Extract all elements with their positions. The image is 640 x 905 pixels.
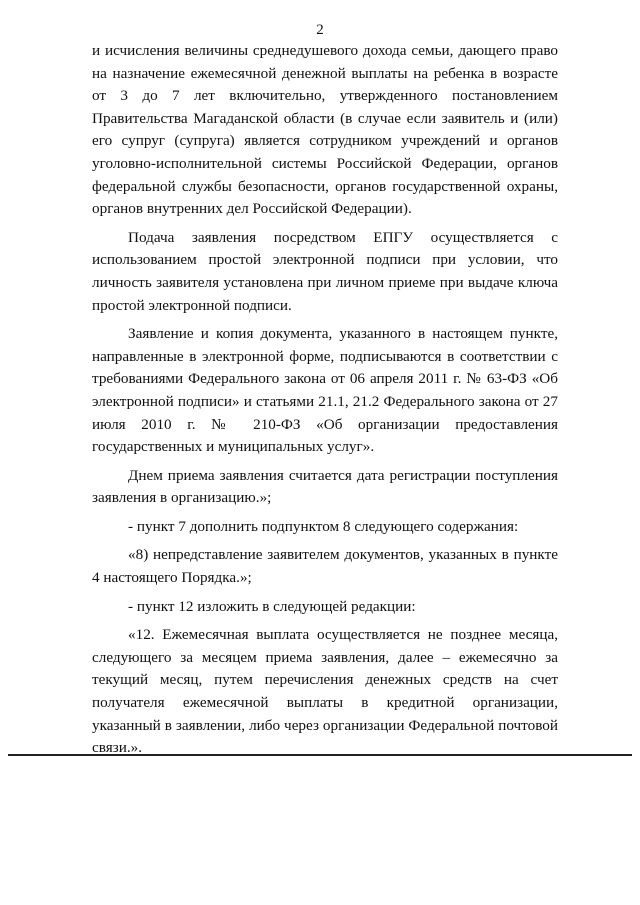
paragraph-continuation: и исчисления величины среднедушевого дохода семьи, дающего право на назначение ежемесячной денежной выплаты на ребенка в возрасте от 3 до 7 лет включительно, утвержденного постановлением Правительства Магаданской области (в случае если заявитель и (или) его супруг (супруга) является сотрудником учреждений и органов уголовно-исполнительной системы Российской Федерации, органов федеральной службы безопасности, органов государственной охраны, органов внутренних дел Российской Федерации). xyxy=(92,42,558,218)
paragraph-subitem-8: «8) непредставление заявителем документов, указанных в пункте 4 настоящего Порядка.»; xyxy=(92,546,558,587)
paragraph-item-7-amendment: - пункт 7 дополнить подпунктом 8 следующего содержания: xyxy=(128,517,519,535)
paragraph-item-12-amendment: - пункт 12 изложить в следующей редакции: xyxy=(128,597,416,615)
page-bottom-divider xyxy=(8,754,632,756)
document-body xyxy=(92,40,558,760)
paragraph-acceptance-date: Днем приема заявления считается дата регистрации поступления заявления в организацию.»; xyxy=(92,466,558,507)
paragraph-epgu-submission: Подача заявления посредством ЕПГУ осуществляется с использованием простой электронной подписи при условии, что личность заявителя установлена при личном приеме при выдаче ключа простой электронной подписи. xyxy=(92,228,558,314)
paragraph-electronic-signature: Заявление и копия документа, указанного в настоящем пункте, направленные в электронной форме, подписываются в соответствии с требованиями Федерального закона от 06 апреля 2011 г. № 63-ФЗ «Об электронной подписи» и статьями 21.1, 21.2 Федерального закона от 27 июля 2010 г. № 210-ФЗ «Об организации предоставления государственных и муниципальных услуг». xyxy=(92,325,558,456)
paragraph-item-12-text: «12. Ежемесячная выплата осуществляется не позднее месяца, следующего за месяцем приема заявления, далее – ежемесячно за текущий месяц, путем перечисления денежных средств на счет получателя ежемесячной выплаты в кредитной организации, указанный в заявлении, либо через организации Федеральной почтовой связи.». xyxy=(92,626,558,757)
page-number: 2 xyxy=(316,22,324,38)
